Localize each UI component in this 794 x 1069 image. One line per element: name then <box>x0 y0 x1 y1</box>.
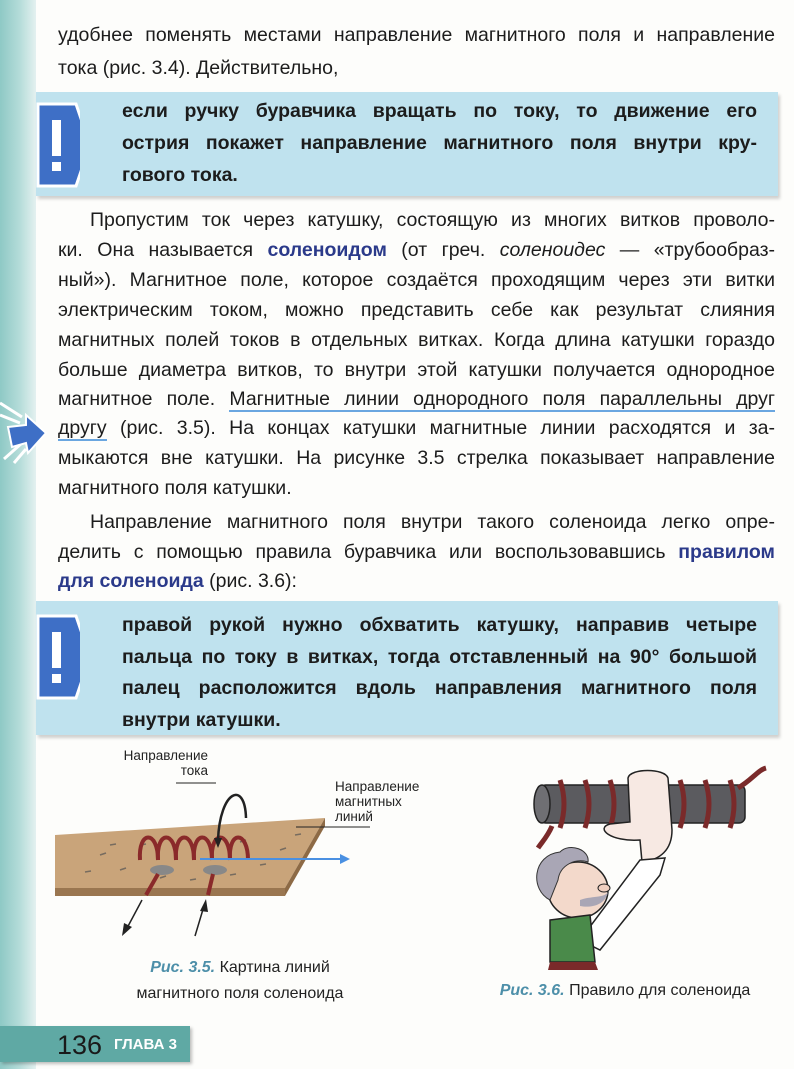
rule-1-line: если ручку буравчика вращать по току, то движение его <box>122 100 757 122</box>
paragraph-2-line: мыкаются вне катушки. На рисунке 3.5 стрелка показывает направление <box>58 447 775 469</box>
term-solenoid-rule: для соленоида <box>58 570 204 592</box>
label-line: линий <box>335 809 373 824</box>
term-solenoid-rule: правилом <box>678 541 775 563</box>
text: ки. Она называется <box>58 239 268 261</box>
page-number: 136 <box>57 1030 103 1060</box>
paragraph-2-line <box>58 384 775 416</box>
underlined-statement: другу <box>58 417 107 439</box>
caption-text: магнитного поля соленоида <box>136 985 344 1002</box>
text: — «трубообраз- <box>605 239 775 261</box>
arrow-right-icon <box>0 395 50 465</box>
text: (рис. 3.5). На концах катушки магнитные линии расходятся и за- <box>106 417 775 439</box>
solenoid-rule-figure <box>490 750 790 970</box>
term-solenoid: соленоидом <box>267 239 387 261</box>
text: магнитное поле. <box>58 388 230 410</box>
exclamation-icon <box>36 614 80 700</box>
label-current-direction <box>113 748 208 778</box>
paragraph-1-line: удобнее поменять местами направление магнитного поля и направление <box>58 24 775 46</box>
caption-number: Рис. 3.5. <box>150 959 216 976</box>
rule-1-line: гового тока. <box>122 164 238 186</box>
label-line: тока <box>180 763 208 778</box>
text: делить с помощью правила буравчика или воспользовавшись <box>58 541 679 563</box>
page-margin-strip <box>0 0 36 1069</box>
paragraph-2-line: электрическим током, можно представить себе как результат слияния <box>58 299 775 321</box>
paragraph-3-line: Направление магнитного поля внутри такого соленоида легко опре- <box>90 511 775 533</box>
text: (от греч. <box>386 239 500 261</box>
chapter-label: ГЛАВА 3 <box>114 1036 177 1053</box>
rule-2-line: правой рукой нужно обхватить катушку, направив четыре <box>122 614 757 636</box>
paragraph-3-line <box>58 537 775 567</box>
paragraph-2-line: Пропустим ток через катушку, состоящую из многих витков проволо- <box>90 209 775 231</box>
figure-3-6-caption <box>470 978 780 1004</box>
paragraph-2-line: магнитного поля катушки. <box>58 477 292 499</box>
paragraph-1-line: тока (рис. 3.4). Действительно, <box>58 57 339 79</box>
greek-term: соленоидес <box>499 239 606 261</box>
paragraph-2-line: больше диаметра витков, то внутри этой катушки получается однородное <box>58 359 775 381</box>
paragraph-3-line <box>58 566 775 596</box>
figure-3-5-caption <box>100 955 380 1007</box>
text: (рис. 3.6): <box>203 570 297 592</box>
caption-text: Картина линий <box>219 959 330 976</box>
rule-2-line: палец расположится вдоль направления магнитного поля <box>122 677 757 699</box>
exclamation-icon <box>36 102 80 188</box>
paragraph-2-line <box>58 235 775 265</box>
rule-2-line: пальца по току в витках, тогда отставленный на 90° большой <box>122 646 757 668</box>
label-line: магнитных <box>335 794 402 809</box>
label-line: Направление <box>123 748 208 763</box>
rule-1-line: острия покажет направление магнитного поля внутри кру- <box>122 132 757 154</box>
paragraph-2-line: магнитных полей токов в отдельных витках. Когда длина катушки гораздо <box>58 329 775 351</box>
underlined-statement: Магнитные линии однородного поля параллельны друг <box>229 388 775 410</box>
label-field-direction <box>335 779 419 824</box>
solenoid-field-figure <box>40 760 370 960</box>
label-line: Направление <box>335 779 420 794</box>
caption-number: Рис. 3.6. <box>499 982 565 999</box>
paragraph-2-line: ный»). Магнитное поле, которое создаётся проходящим через эти витки <box>58 269 775 291</box>
paragraph-2-line <box>58 413 775 445</box>
rule-2-line: внутри катушки. <box>122 709 281 731</box>
caption-text: Правило для соленоида <box>569 982 751 999</box>
page-footer <box>0 1026 190 1062</box>
